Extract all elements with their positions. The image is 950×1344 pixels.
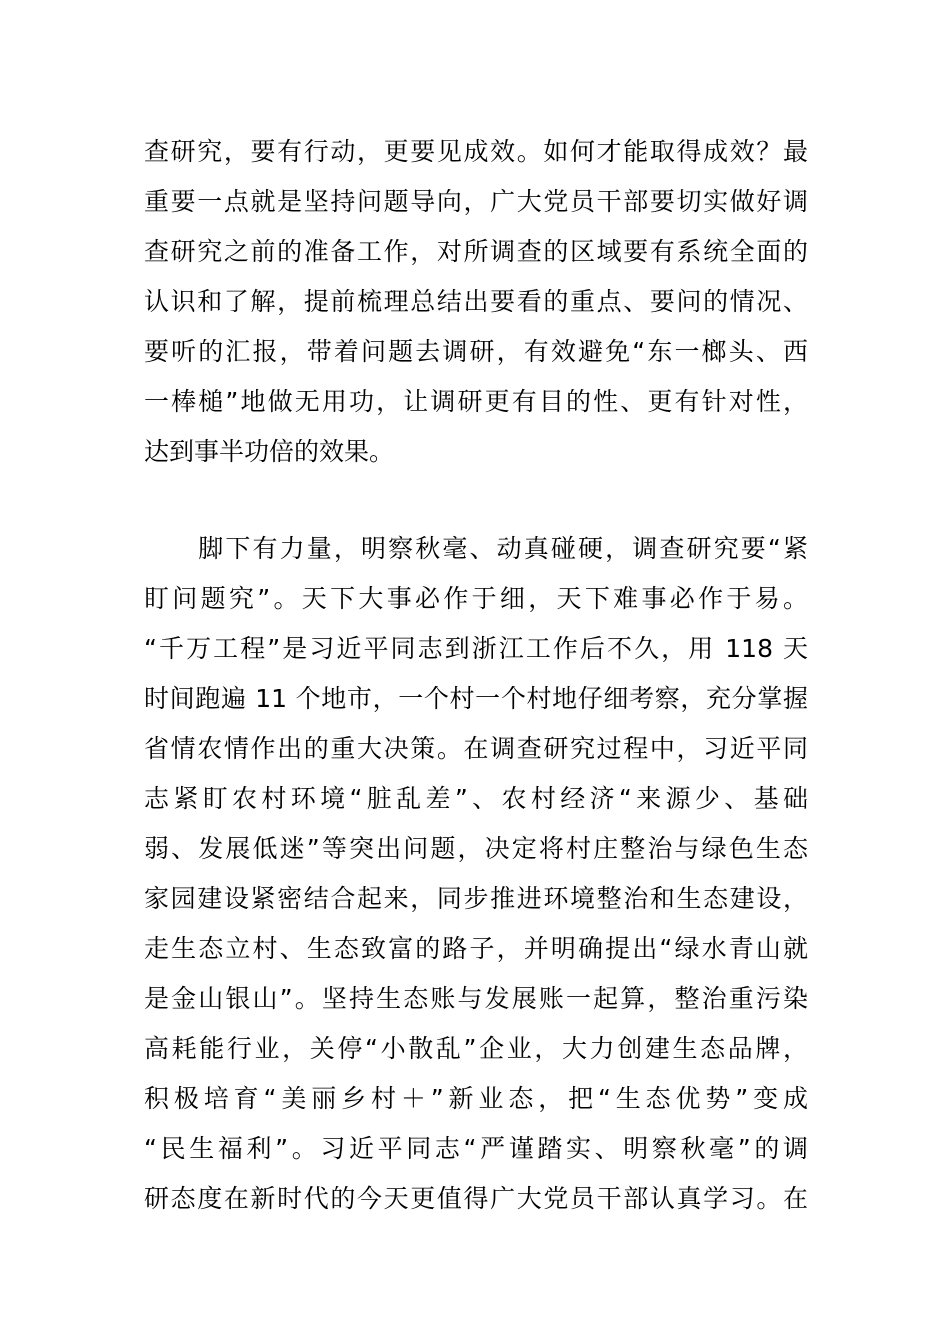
text-line: 认识和了解，提前梳理总结出要看的重点、要问的情况、	[144, 287, 808, 316]
text-line: 研态度在新时代的今天更值得广大党员干部认真学习。在	[144, 1184, 808, 1213]
text-line: 积极培育“美丽乡村＋”新业态，把“生态优势”变成	[144, 1084, 808, 1113]
text-line: 家园建设紧密结合起来，同步推进环境整治和生态建设，	[144, 884, 808, 913]
text-line: 脚下有力量，明察秋毫、动真碰硬，调查研究要“紧	[144, 534, 808, 563]
text-line: 时间跑遍 11 个地市，一个村一个村地仔细考察，充分掌握	[144, 684, 808, 713]
text-line: 盯问题究”。天下大事必作于细，天下难事必作于易。	[144, 584, 808, 613]
text-line: 弱、发展低迷”等突出问题，决定将村庄整治与绿色生态	[144, 834, 808, 863]
text-line: 志紧盯农村环境“脏乱差”、农村经济“来源少、基础	[144, 784, 808, 813]
text-line: 是金山银山”。坚持生态账与发展账一起算，整治重污染	[144, 984, 808, 1013]
text-line: 达到事半功倍的效果。	[144, 437, 395, 466]
text-line: 一棒槌”地做无用功，让调研更有目的性、更有针对性，	[144, 387, 808, 416]
text-line: 重要一点就是坚持问题导向，广大党员干部要切实做好调	[144, 187, 808, 216]
paragraph-1	[144, 127, 808, 477]
text-line: 查研究，要有行动，更要见成效。如何才能取得成效？最	[144, 137, 808, 166]
text-line: 省情农情作出的重大决策。在调查研究过程中，习近平同	[144, 734, 808, 763]
text-line: “千万工程”是习近平同志到浙江工作后不久，用 118 天	[144, 634, 808, 663]
text-line: 要听的汇报，带着问题去调研，有效避免“东一榔头、西	[144, 337, 808, 366]
text-line: 走生态立村、生态致富的路子，并明确提出“绿水青山就	[144, 934, 808, 963]
paragraph-2	[144, 524, 808, 1224]
text-line: 查研究之前的准备工作，对所调查的区域要有系统全面的	[144, 237, 808, 266]
text-line: “民生福利”。习近平同志“严谨踏实、明察秋毫”的调	[144, 1134, 808, 1163]
text-line: 高耗能行业，关停“小散乱”企业，大力创建生态品牌，	[144, 1034, 808, 1063]
